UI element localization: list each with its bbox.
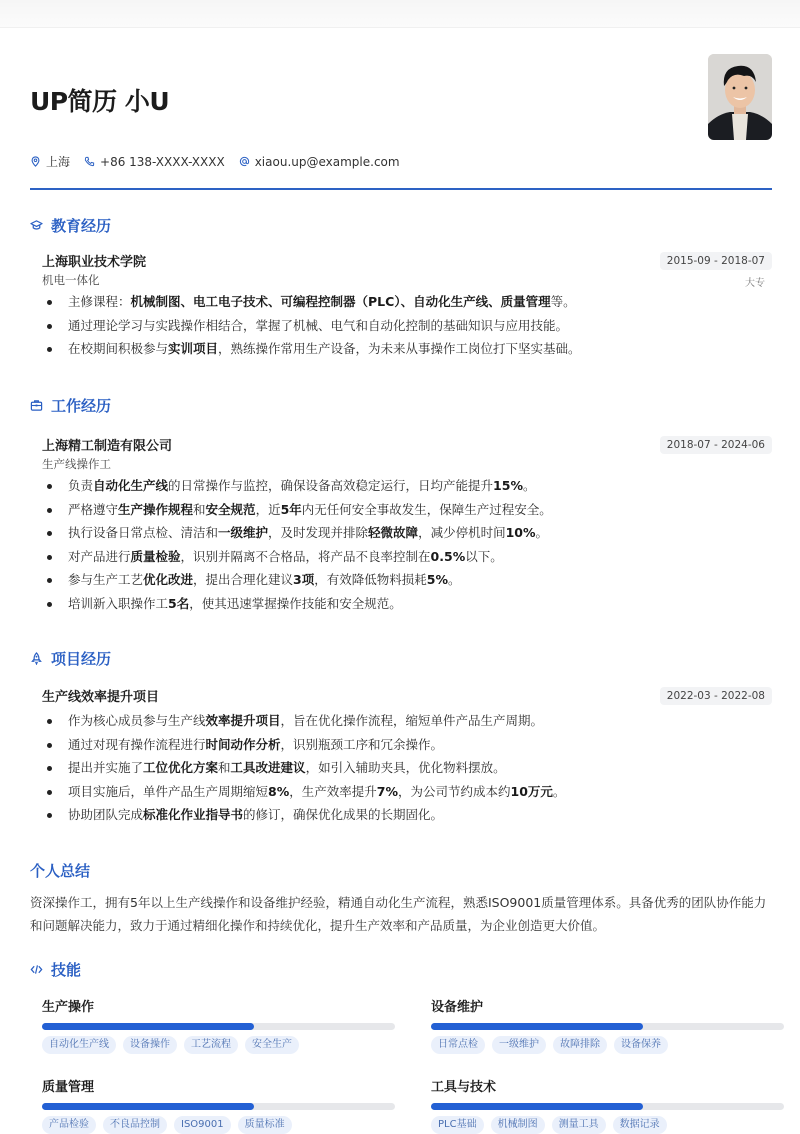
bullet-item: 培训新入职操作工5名，使其迅速掌握操作技能和安全规范。 [42, 592, 772, 616]
skill-tag: 设备保养 [614, 1036, 668, 1054]
skill-tag: 设备操作 [123, 1036, 177, 1054]
skill-bar [431, 1103, 784, 1110]
skill-tags [42, 1036, 395, 1054]
skill-tag: 测量工具 [552, 1116, 606, 1134]
skill-tag: 日常点检 [431, 1036, 485, 1054]
job-position: 生产线操作工 [42, 457, 111, 471]
candidate-name: UP简历 小U [30, 87, 170, 116]
summary-text: 资深操作工，拥有5年以上生产线操作和设备维护经验，精通自动化生产流程，熟悉ISO9001质量管理体系。具备优秀的团队协作能力和问题解决能力，致力于通过精细化操作和持续优化，提升生产效率和产品质量，为企业创造更大价值。 [30, 895, 767, 933]
skill-fill [42, 1103, 254, 1110]
skill-tag: 不良品控制 [103, 1116, 167, 1134]
bullet-item: 项目实施后，单件产品生产周期缩短8%，生产效率提升7%，为公司节约成本约10万元。 [42, 780, 772, 804]
skill-group [42, 998, 395, 1054]
header-divider [30, 188, 772, 190]
bullet-item: 作为核心成员参与生产线效率提升项目，旨在优化操作流程，缩短单件产品生产周期。 [42, 709, 772, 733]
bullet-item: 负责自动化生产线的日常操作与监控，确保设备高效稳定运行，日均产能提升15%。 [42, 474, 772, 498]
skill-name: 生产操作 [42, 1000, 95, 1015]
skill-tag: 工艺流程 [184, 1036, 238, 1054]
skill-tag: ISO9001 [174, 1116, 231, 1134]
location-text: 上海 [46, 155, 71, 169]
resume-page [30, 28, 772, 1130]
rocket-icon [30, 652, 43, 665]
bullet-item: 通过理论学习与实践操作相结合，掌握了机械、电气和自动化控制的基础知识与应用技能。 [42, 314, 772, 338]
skill-bar [431, 1023, 784, 1030]
skill-fill [42, 1023, 254, 1030]
skill-bar [42, 1023, 395, 1030]
project-entry [30, 689, 772, 827]
contact-email[interactable] [239, 155, 400, 169]
skill-name: 工具与技术 [431, 1080, 497, 1095]
top-bar [0, 0, 800, 28]
work-bullets [42, 474, 772, 615]
section-title-summary: 个人总结 [30, 861, 91, 880]
skill-tag: 数据记录 [613, 1116, 667, 1134]
project-name: 生产线效率提升项目 [42, 690, 160, 705]
contact-location [30, 153, 70, 170]
date-badge: 2015-09 - 2018-07 [660, 252, 772, 270]
skill-fill [431, 1023, 643, 1030]
at-sign-icon [239, 156, 250, 167]
skill-tag: 产品检验 [42, 1116, 96, 1134]
section-title-projects: 项目经历 [30, 647, 772, 669]
skill-fill [431, 1103, 643, 1110]
education-entry [30, 254, 772, 361]
bullet-item: 协助团队完成标准化作业指导书的修订，确保优化成果的长期固化。 [42, 803, 772, 827]
code-icon [30, 963, 43, 976]
date-badge: 2018-07 - 2024-06 [660, 436, 772, 454]
skill-bar [42, 1103, 395, 1110]
skill-tags [42, 1116, 395, 1134]
skill-group [431, 998, 784, 1054]
school-name: 上海职业技术学院 [42, 255, 147, 270]
contact-list [30, 153, 400, 170]
bullet-item: 参与生产工艺优化改进，提出合理化建议3项，有效降低物料损耗5%。 [42, 568, 772, 592]
date-badge: 2022-03 - 2022-08 [660, 687, 772, 705]
bullet-item: 在校期间积极参与实训项目，熟练操作常用生产设备，为未来从事操作工岗位打下坚实基础。 [42, 337, 772, 361]
major: 机电一体化 [42, 273, 100, 287]
bullet-item: 严格遵守生产操作规程和安全规范，近5年内无任何安全事故发生，保障生产过程安全。 [42, 498, 772, 522]
skill-name: 设备维护 [431, 1000, 484, 1015]
bullet-item: 执行设备日常点检、清洁和一级维护，及时发现并排除轻微故障，减少停机时间10%。 [42, 521, 772, 545]
bullet-item: 对产品进行质量检验，识别并隔离不合格品，将产品不良率控制在0.5%以下。 [42, 545, 772, 569]
skill-tag: 故障排除 [553, 1036, 607, 1054]
briefcase-icon [30, 399, 43, 412]
skill-tag: 安全生产 [245, 1036, 299, 1054]
skill-group [42, 1078, 395, 1134]
bullet-item: 提出并实施了工位优化方案和工具改进建议，如引入辅助夹具，优化物料摆放。 [42, 756, 772, 780]
skill-name: 质量管理 [42, 1080, 95, 1095]
resume-header [30, 28, 772, 188]
work-section [30, 394, 772, 615]
skill-tag: 质量标准 [238, 1116, 292, 1134]
skill-tag: 自动化生产线 [42, 1036, 116, 1054]
skill-group [431, 1078, 784, 1134]
skill-tag: PLC基础 [431, 1116, 484, 1134]
phone-text: +86 138-XXXX-XXXX [100, 154, 225, 169]
section-title-skills: 技能 [30, 958, 772, 980]
bullet-item: 通过对现有操作流程进行时间动作分析，识别瓶颈工序和冗余操作。 [42, 733, 772, 757]
work-entry [30, 438, 772, 615]
phone-icon [84, 156, 95, 167]
email-text[interactable]: xiaou.up@example.com [254, 154, 400, 169]
skill-tags [431, 1036, 784, 1054]
bullet-item: 主修课程：机械制图、电工电子技术、可编程控制器（PLC）、自动化生产线、质量管理等。 [42, 290, 772, 314]
projects-section [30, 647, 772, 827]
contact-phone [84, 155, 225, 169]
education-section [30, 214, 772, 361]
skill-tag: 机械制图 [491, 1116, 545, 1134]
graduation-cap-icon [30, 219, 43, 232]
company-name: 上海精工制造有限公司 [42, 439, 173, 454]
location-pin-icon [30, 156, 41, 167]
summary-section [30, 859, 772, 937]
project-bullets [42, 709, 772, 827]
profile-photo [708, 54, 772, 140]
skills-section [30, 958, 772, 1134]
education-bullets [42, 290, 772, 361]
degree-label: 大专 [745, 278, 765, 289]
skill-tag: 一级维护 [492, 1036, 546, 1054]
skills-grid [30, 998, 784, 1134]
section-title-work: 工作经历 [30, 394, 772, 416]
skill-tags [431, 1116, 784, 1134]
section-title-education: 教育经历 [30, 214, 772, 236]
